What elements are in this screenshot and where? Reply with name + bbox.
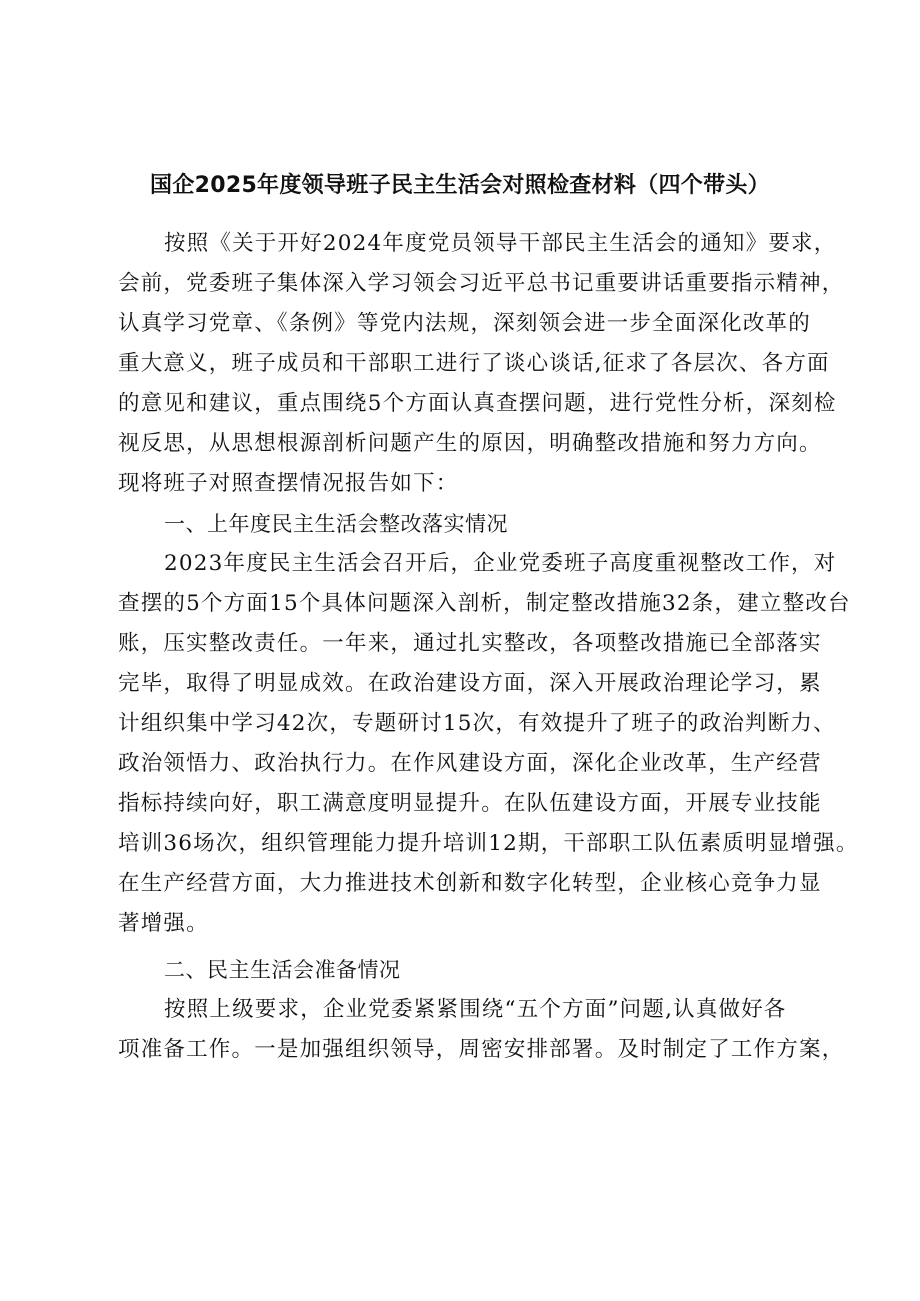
section1-line: 账，压实整改责任。一年来，通过扎实整改，各项整改措施已全部落实 — [118, 631, 822, 656]
section1-line: 培训36场次，组织管理能力提升培训12期，干部职工队伍素质明显增强。 — [118, 831, 859, 856]
intro-line: 重大意义，班子成员和干部职工进行了谈心谈话,征求了各层次、各方面 — [118, 351, 830, 376]
document-title: 国企2025年度领导班子民主生活会对照检查材料（四个带头） — [150, 173, 770, 198]
section1-line: 计组织集中学习42次，专题研讨15次，有效提升了班子的政治判断力、 — [118, 711, 836, 736]
intro-line: 会前，党委班子集体深入学习领会习近平总书记重要讲话重要指示精神， — [118, 271, 845, 296]
section-heading-2: 二、民主生活会准备情况 — [164, 958, 401, 982]
section1-line: 完毕，取得了明显成效。在政治建设方面，深入开展政治理论学习，累 — [118, 671, 822, 696]
intro-line: 认真学习党章、《条例》等党内法规，深刻领会进一步全面深化改革的 — [118, 311, 811, 336]
intro-line: 按照《关于开好2024年度党员领导干部民主生活会的通知》要求， — [164, 231, 837, 256]
section1-line: 2023年度民主生活会召开后，企业党委班子高度重视整改工作，对 — [164, 551, 837, 576]
section-heading-1: 一、上年度民主生活会整改落实情况 — [164, 512, 508, 536]
intro-line: 的意见和建议，重点围绕5个方面认真查摆问题，进行党性分析，深刻检 — [118, 391, 837, 416]
section1-line: 在生产经营方面，大力推进技术创新和数字化转型，企业核心竞争力显 — [118, 871, 822, 896]
section2-line: 按照上级要求，企业党委紧紧围绕“五个方面”问题,认真做好各 — [164, 997, 787, 1022]
section2-line: 项准备工作。一是加强组织领导，周密安排部署。及时制定了工作方案， — [118, 1037, 845, 1062]
intro-line: 视反思，从思想根源剖析问题产生的原因，明确整改措施和努力方向。 — [118, 431, 822, 456]
section1-line: 查摆的5个方面15个具体问题深入剖析，制定整改措施32条，建立整改台 — [118, 591, 851, 616]
section1-line: 政治领悟力、政治执行力。在作风建设方面，深化企业改革，生产经营 — [118, 751, 822, 776]
section1-line: 著增强。 — [118, 911, 209, 936]
section1-line: 指标持续向好，职工满意度明显提升。在队伍建设方面，开展专业技能 — [118, 791, 822, 816]
intro-line: 现将班子对照查摆情况报告如下： — [118, 471, 459, 496]
